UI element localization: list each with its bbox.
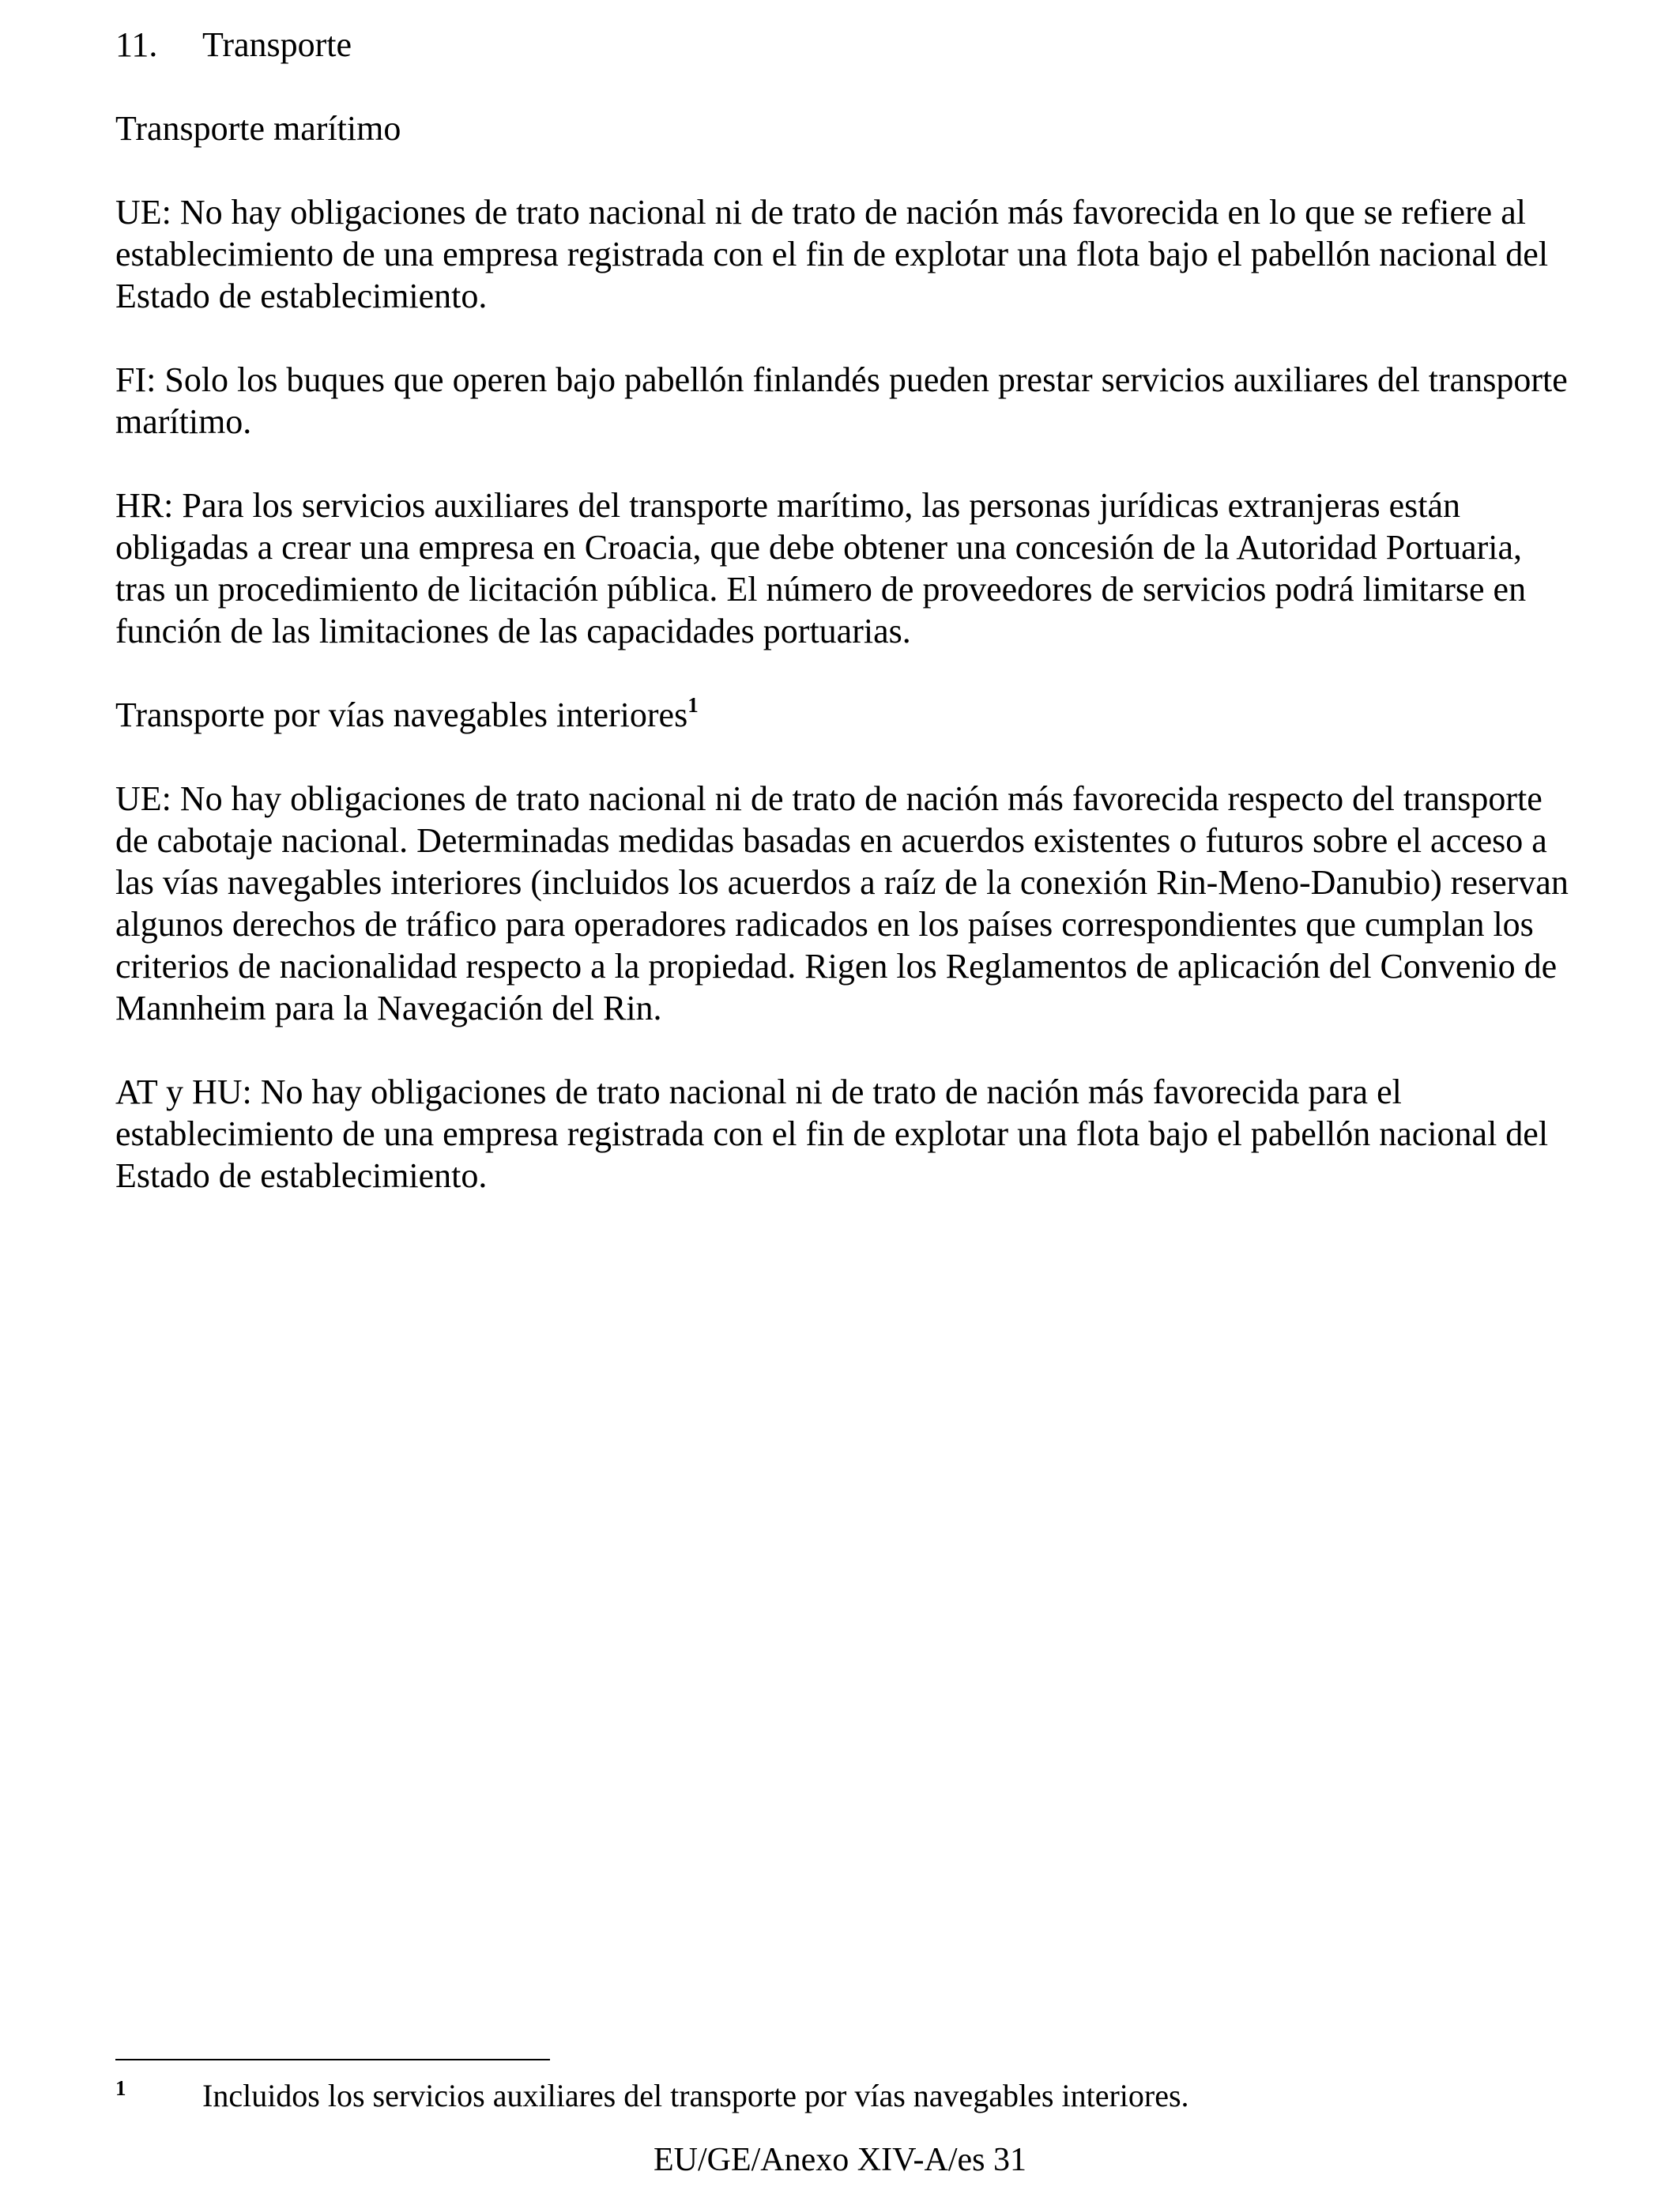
- footnote-marker: 1: [115, 2076, 126, 2100]
- maritime-heading: Transporte marítimo: [115, 109, 401, 148]
- maritime-paragraph-ue: UE: No hay obligaciones de trato nacional ni de trato de nación más favorecida en lo que se refiere al establecimiento de una empresa registrada con el fin de explotar una flota bajo el pabellón nacional del Estado de establecimiento.: [115, 193, 1549, 315]
- maritime-paragraph-fi: FI: Solo los buques que operen bajo pabellón finlandés pueden prestar servicios auxiliares del transporte marítimo.: [115, 360, 1568, 441]
- footnote-text: Incluidos los servicios auxiliares del transporte por vías navegables interiores.: [202, 2078, 1189, 2113]
- footnote-reference[interactable]: 1: [687, 693, 699, 717]
- inland-paragraph-at-hu: AT y HU: No hay obligaciones de trato nacional ni de trato de nación más favorecida para el establecimiento de una empresa registrada con el fin de explotar una flota bajo el pabellón nacional del Estado de establecimiento.: [115, 1072, 1549, 1195]
- section-heading: [115, 24, 1585, 66]
- inland-heading-text: Transporte por vías navegables interiores: [115, 696, 688, 734]
- inland-heading: [115, 694, 1585, 736]
- section-number: 11.: [115, 25, 158, 64]
- document-body: [115, 24, 1585, 1238]
- section-title: Transporte: [202, 25, 352, 64]
- maritime-paragraph-hr: HR: Para los servicios auxiliares del transporte marítimo, las personas jurídicas extranjeras están obligadas a crear una empresa en Croacia, que debe obtener una concesión de la Autoridad Portuaria, tras un procedimiento de licitación pública. El número de proveedores de servicios podrá limitarse en función de las limitaciones de las capacidades portuarias.: [115, 486, 1527, 650]
- page-footer-label: EU/GE/Anexo XIV-A/es 31: [653, 2142, 1027, 2178]
- footnote: [115, 2077, 1585, 2118]
- footnote-separator: [115, 2059, 550, 2060]
- inland-paragraph-ue: UE: No hay obligaciones de trato nacional ni de trato de nación más favorecida respecto del transporte de cabotaje nacional. Determinadas medidas basadas en acuerdos existentes o futuros sobre el acceso a las vías navegables interiores (incluidos los acuerdos a raíz de la conexión Rin-Meno-Danubio) reservan algunos derechos de tráfico para operadores radicados en los países correspondientes que cumplan los criterios de nacionalidad respecto a la propiedad. Rigen los Reglamentos de aplicación del Convenio de Mannheim para la Navegación del Rin.: [115, 779, 1569, 1027]
